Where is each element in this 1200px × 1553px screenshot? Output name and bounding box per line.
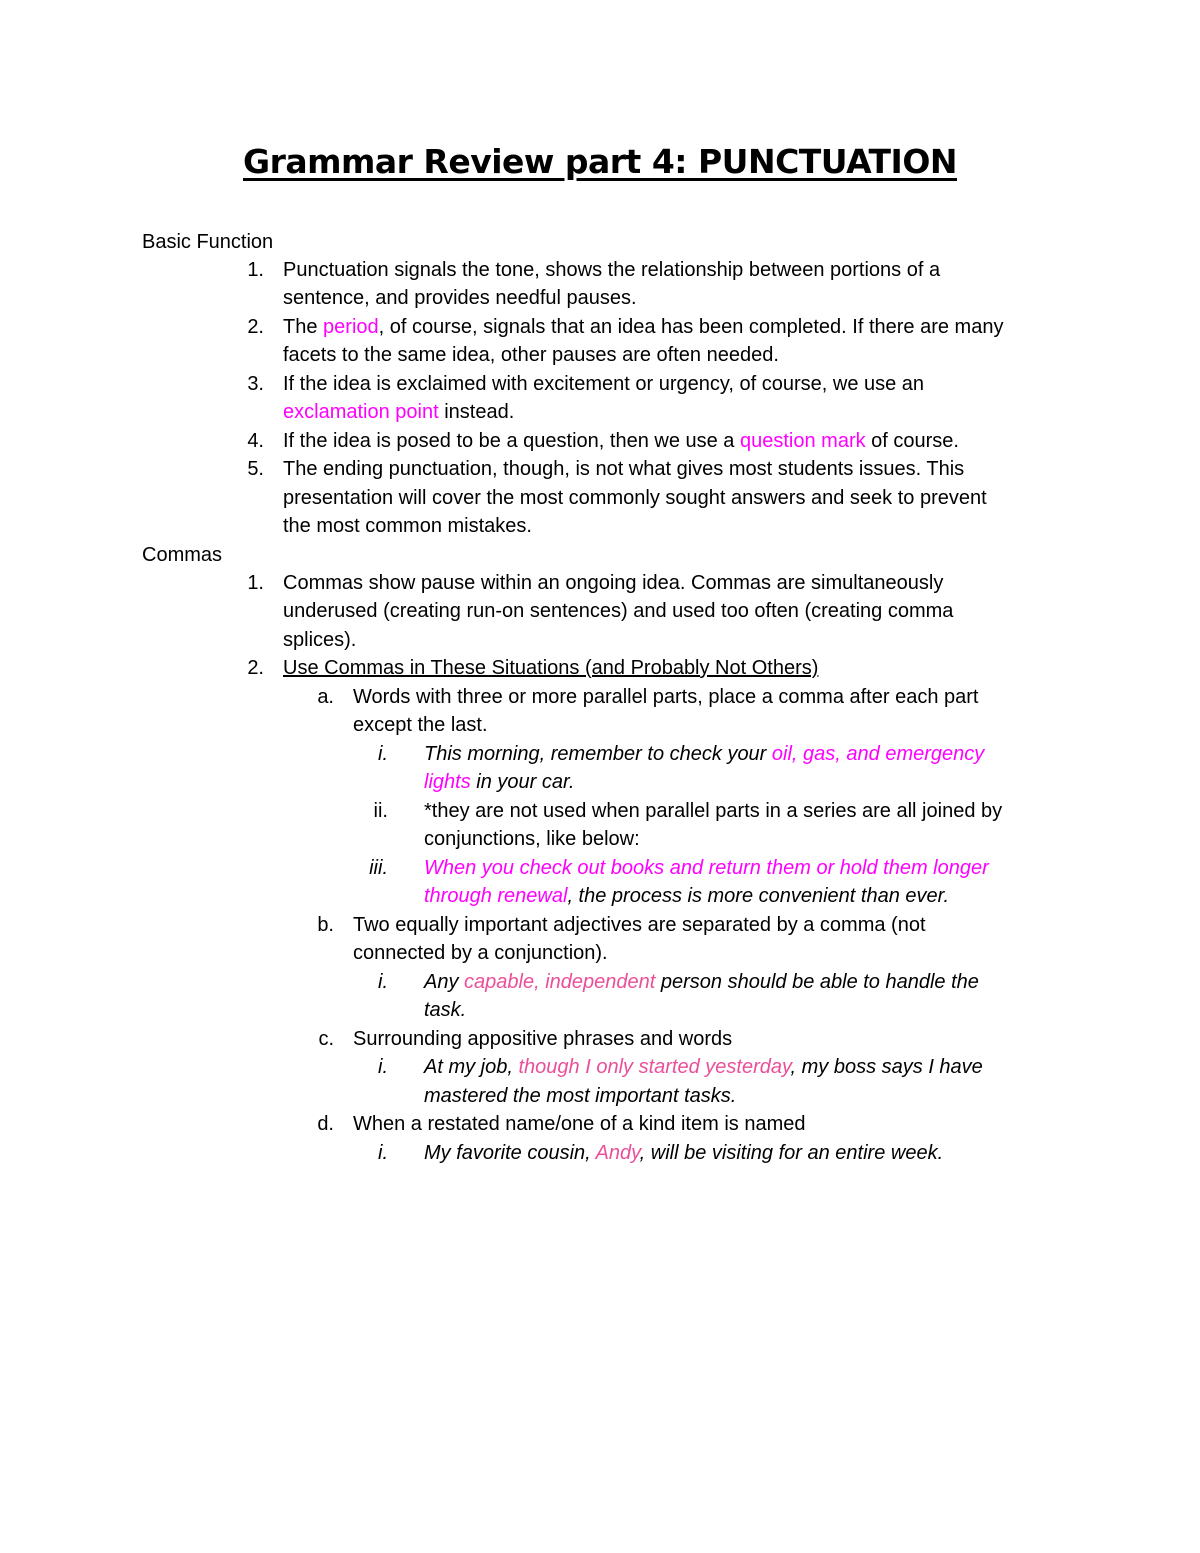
list-item-text: Two equally important adjectives are separated by a comma (not — [353, 914, 926, 936]
list-item-text: *they are not used when parallel parts in a series are all joined by — [424, 800, 1003, 822]
text-run: My favorite cousin, — [424, 1142, 596, 1164]
highlighted-term: lights — [424, 771, 471, 793]
list-item-text: connected by a conjunction). — [353, 942, 608, 964]
highlighted-term: through renewal — [424, 885, 568, 907]
highlighted-term: though I only started yesterday — [518, 1056, 791, 1078]
list-item-text: Words with three or more parallel parts, place a comma after each part — [353, 686, 979, 708]
list-marker: iii. — [369, 857, 388, 879]
example-sentence — [424, 1139, 943, 1167]
example-sentence — [424, 854, 989, 882]
text-run: in your car. — [470, 771, 575, 793]
list-item-text: sentence, and provides needful pauses. — [283, 287, 637, 309]
list-item-text: splices). — [283, 629, 357, 651]
highlighted-term: When you check out books and return them or hold them longer — [424, 857, 989, 879]
list-marker: i. — [378, 971, 388, 993]
example-sentence: task. — [424, 999, 467, 1021]
list-item-text: Punctuation signals the tone, shows the relationship between portions of a — [283, 259, 941, 281]
list-marker: b. — [317, 914, 334, 936]
list-item-text — [283, 313, 1003, 341]
highlighted-term: Andy — [595, 1142, 640, 1164]
list-item-text — [283, 427, 959, 455]
list-item-text: When a restated name/one of a kind item is named — [353, 1113, 806, 1135]
list-item-text: underused (creating run-on sentences) and used too often (creating comma — [283, 600, 954, 622]
text-run: , my boss says I have — [790, 1056, 983, 1078]
list-item-text: facets to the same idea, other pauses are often needed. — [283, 344, 779, 366]
example-sentence: mastered the most important tasks. — [424, 1085, 737, 1107]
text-run: instead. — [438, 401, 515, 423]
list-marker: i. — [378, 1142, 388, 1164]
highlighted-term: exclamation point — [283, 401, 439, 423]
list-item-text: except the last. — [353, 714, 488, 736]
highlighted-term: oil, gas, and emergency — [771, 743, 985, 765]
page-title: Grammar Review part 4: PUNCTUATION — [242, 142, 958, 181]
list-item-text: presentation will cover the most commonly sought answers and seek to prevent — [283, 487, 987, 509]
example-sentence — [424, 768, 574, 796]
text-run: At my job, — [424, 1056, 519, 1078]
highlighted-term: capable, independent — [464, 971, 656, 993]
list-item-text: The ending punctuation, though, is not what gives most students issues. This — [283, 458, 965, 480]
subsection-heading: Use Commas in These Situations (and Probably Not Others) — [283, 657, 819, 679]
list-item-text: If the idea is exclaimed with excitement or urgency, of course, we use an — [283, 373, 925, 395]
list-item-text — [283, 398, 514, 426]
list-marker: i. — [378, 1056, 388, 1078]
text-run: , will be visiting for an entire week. — [639, 1142, 944, 1164]
text-run: This morning, remember to check your — [424, 743, 772, 765]
list-marker: a. — [317, 686, 334, 708]
example-sentence — [424, 882, 949, 910]
list-marker: 3. — [247, 373, 264, 395]
list-marker: 2. — [247, 657, 264, 679]
list-marker: c. — [318, 1028, 334, 1050]
text-run: , the process is more convenient than ever. — [567, 885, 950, 907]
text-run: The — [283, 316, 324, 338]
list-marker: i. — [378, 743, 388, 765]
list-marker: 1. — [247, 259, 264, 281]
list-marker: 2. — [247, 316, 264, 338]
list-item-text: conjunctions, like below: — [424, 828, 640, 850]
list-marker: 4. — [247, 430, 264, 452]
example-sentence — [424, 740, 984, 768]
list-marker: ii. — [373, 800, 388, 822]
list-marker: 5. — [247, 458, 264, 480]
text-run: Any — [424, 971, 465, 993]
list-item-text: Surrounding appositive phrases and words — [353, 1028, 733, 1050]
highlighted-term: question mark — [739, 430, 866, 452]
list-item-text: the most common mistakes. — [283, 515, 532, 537]
text-run: , of course, signals that an idea has been completed. If there are many — [378, 316, 1004, 338]
example-sentence — [424, 1053, 983, 1081]
list-marker: d. — [317, 1113, 334, 1135]
text-run: If the idea is posed to be a question, then we use a — [283, 430, 740, 452]
list-marker: 1. — [247, 572, 264, 594]
text-run: of course. — [865, 430, 959, 452]
section-heading-basic-function: Basic Function — [142, 231, 274, 253]
list-item-text: Commas show pause within an ongoing idea. Commas are simultaneously — [283, 572, 944, 594]
text-run: person should be able to handle the — [655, 971, 979, 993]
section-heading-commas: Commas — [142, 544, 223, 566]
example-sentence — [424, 968, 979, 996]
highlighted-term: period — [323, 316, 379, 338]
